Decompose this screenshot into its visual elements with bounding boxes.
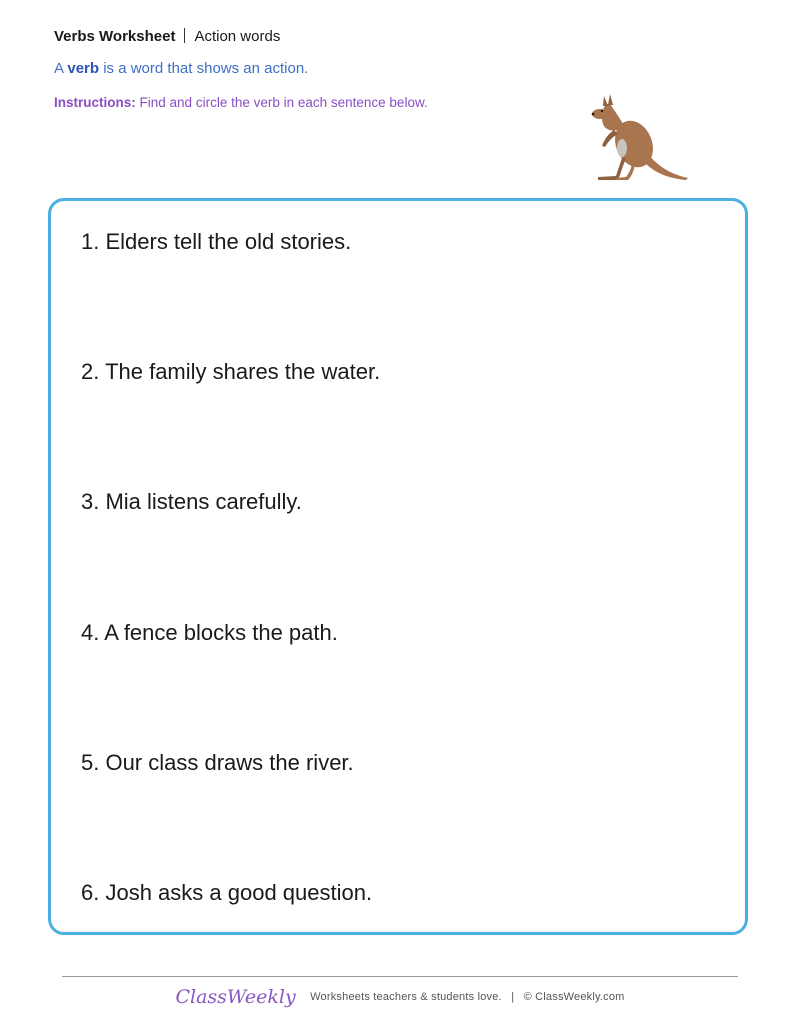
header-divider [184, 28, 185, 43]
footer-separator: | [511, 991, 515, 1003]
instructions-text: Find and circle the verb in each sentence below. [139, 95, 428, 110]
definition-prefix: A [54, 60, 64, 77]
sentence-2: 2. The family shares the water. [81, 359, 381, 384]
worksheet-title: Verbs Worksheet [54, 28, 176, 45]
brand-logo: ClassWeekly [175, 986, 296, 1008]
kangaroo-icon [578, 92, 690, 184]
instructions-label: Instructions: [54, 95, 136, 110]
worksheet-header [54, 28, 280, 46]
sentence-1: 1. Elders tell the old stories. [81, 229, 352, 254]
sentence-3: 3. Mia listens carefully. [81, 489, 302, 514]
footer-divider [62, 976, 738, 977]
definition-text: is a word that shows an action. [103, 60, 309, 77]
footer-tagline: Worksheets teachers & students love. [310, 991, 502, 1003]
worksheet-subtitle: Action words [194, 28, 281, 45]
footer-copyright: © ClassWeekly.com [523, 991, 625, 1003]
sentence-box [48, 198, 748, 935]
footer [0, 986, 800, 1008]
sentence-6: 6. Josh asks a good question. [81, 880, 373, 905]
verb-definition [54, 60, 308, 78]
definition-keyword: verb [67, 60, 100, 77]
instructions [54, 94, 428, 111]
sentence-5: 5. Our class draws the river. [81, 750, 354, 775]
sentence-4: 4. A fence blocks the path. [81, 620, 338, 645]
